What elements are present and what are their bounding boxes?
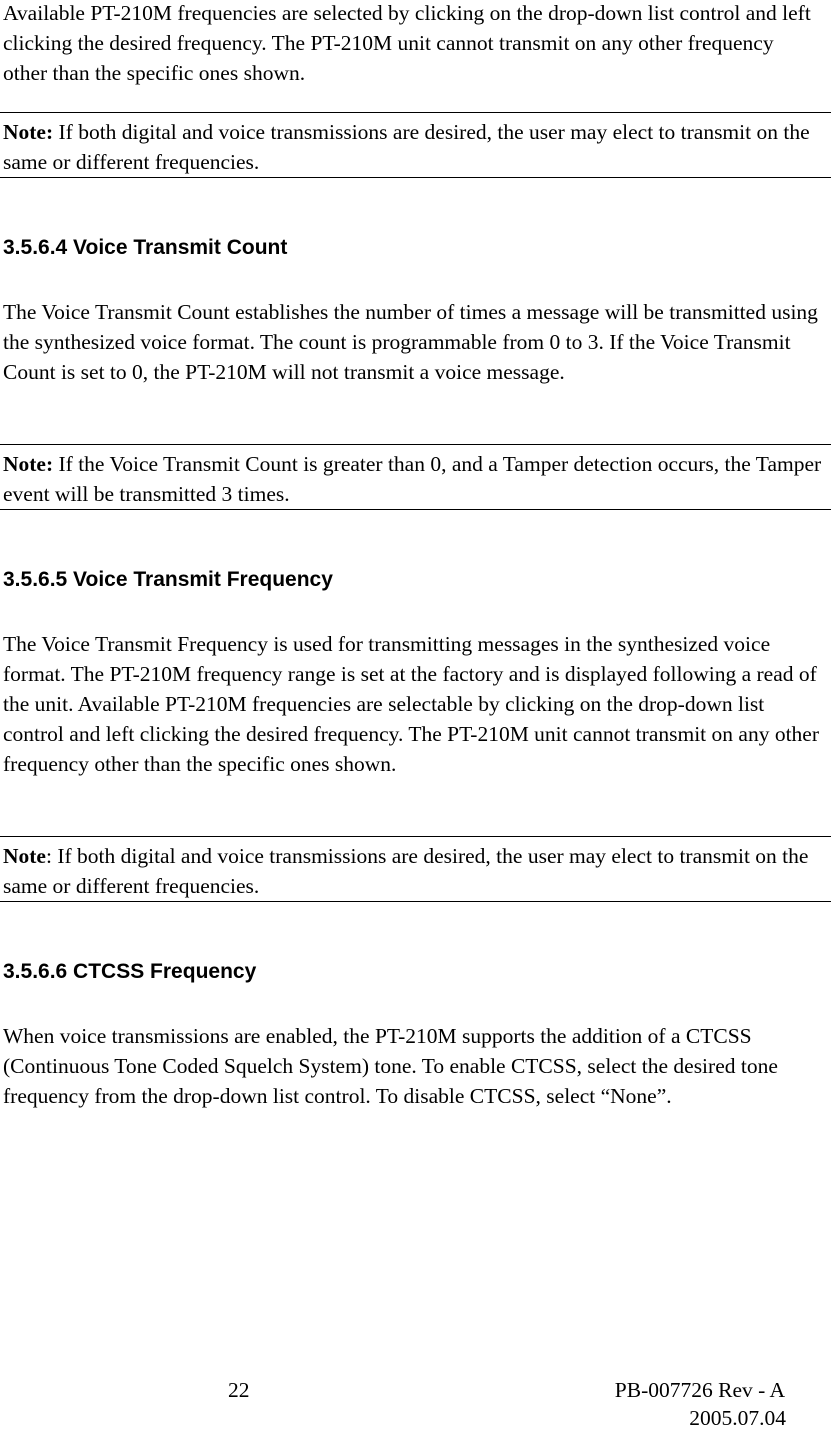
voice-transmit-frequency-paragraph: The Voice Transmit Frequency is used for transmitting messages in the synthesized voice format. The PT-210M frequency range is set at the factory and is displayed following a read of the unit. Available PT-210M frequencies are selectable by clicking on the drop-down list control and left clicking the desired frequency. The PT-210M unit cannot transmit on any other frequency other than the specific ones shown. xyxy=(3,632,819,776)
note-box-frequencies xyxy=(0,112,831,178)
ctcss-frequency-paragraph: When voice transmissions are enabled, the PT-210M supports the addition of a CTCSS (Continuous Tone Coded Squelch System) tone. To enable CTCSS, select the desired tone frequency from the drop-down list control. To disable CTCSS, select “None”. xyxy=(3,1024,778,1108)
note-text: If both digital and voice transmissions are desired, the user may elect to transmit on the same or different frequencies. xyxy=(3,120,810,174)
intro-paragraph: Available PT-210M frequencies are selected by clicking on the drop-down list control and left clicking the desired frequency. The PT-210M unit cannot transmit on any other frequency other than the specific ones shown. xyxy=(3,1,811,85)
note-box-voice-frequencies xyxy=(0,836,831,902)
note-box-tamper xyxy=(0,444,831,510)
section-heading-voice-transmit-frequency: 3.5.6.5 Voice Transmit Frequency xyxy=(3,568,333,591)
section-heading-ctcss-frequency: 3.5.6.6 CTCSS Frequency xyxy=(3,960,257,983)
note-label: Note: xyxy=(3,452,54,476)
note-text: : If both digital and voice transmissions are desired, the user may elect to transmit on the same or different frequencies. xyxy=(3,844,809,898)
voice-transmit-count-paragraph: The Voice Transmit Count establishes the number of times a message will be transmitted using the synthesized voice format. The count is programmable from 0 to 3. If the Voice Transmit Count is set to 0, the PT-210M will not transmit a voice message. xyxy=(3,300,818,384)
section-heading-voice-transmit-count: 3.5.6.4 Voice Transmit Count xyxy=(3,236,288,259)
document-reference: PB-007726 Rev - A xyxy=(614,1378,785,1402)
page-number: 22 xyxy=(228,1378,250,1402)
note-label: Note xyxy=(3,844,46,868)
note-label: Note: xyxy=(3,120,54,144)
document-date: 2005.07.04 xyxy=(689,1406,786,1430)
note-text: If the Voice Transmit Count is greater than 0, and a Tamper detection occurs, the Tamper event will be transmitted 3 times. xyxy=(3,452,822,506)
